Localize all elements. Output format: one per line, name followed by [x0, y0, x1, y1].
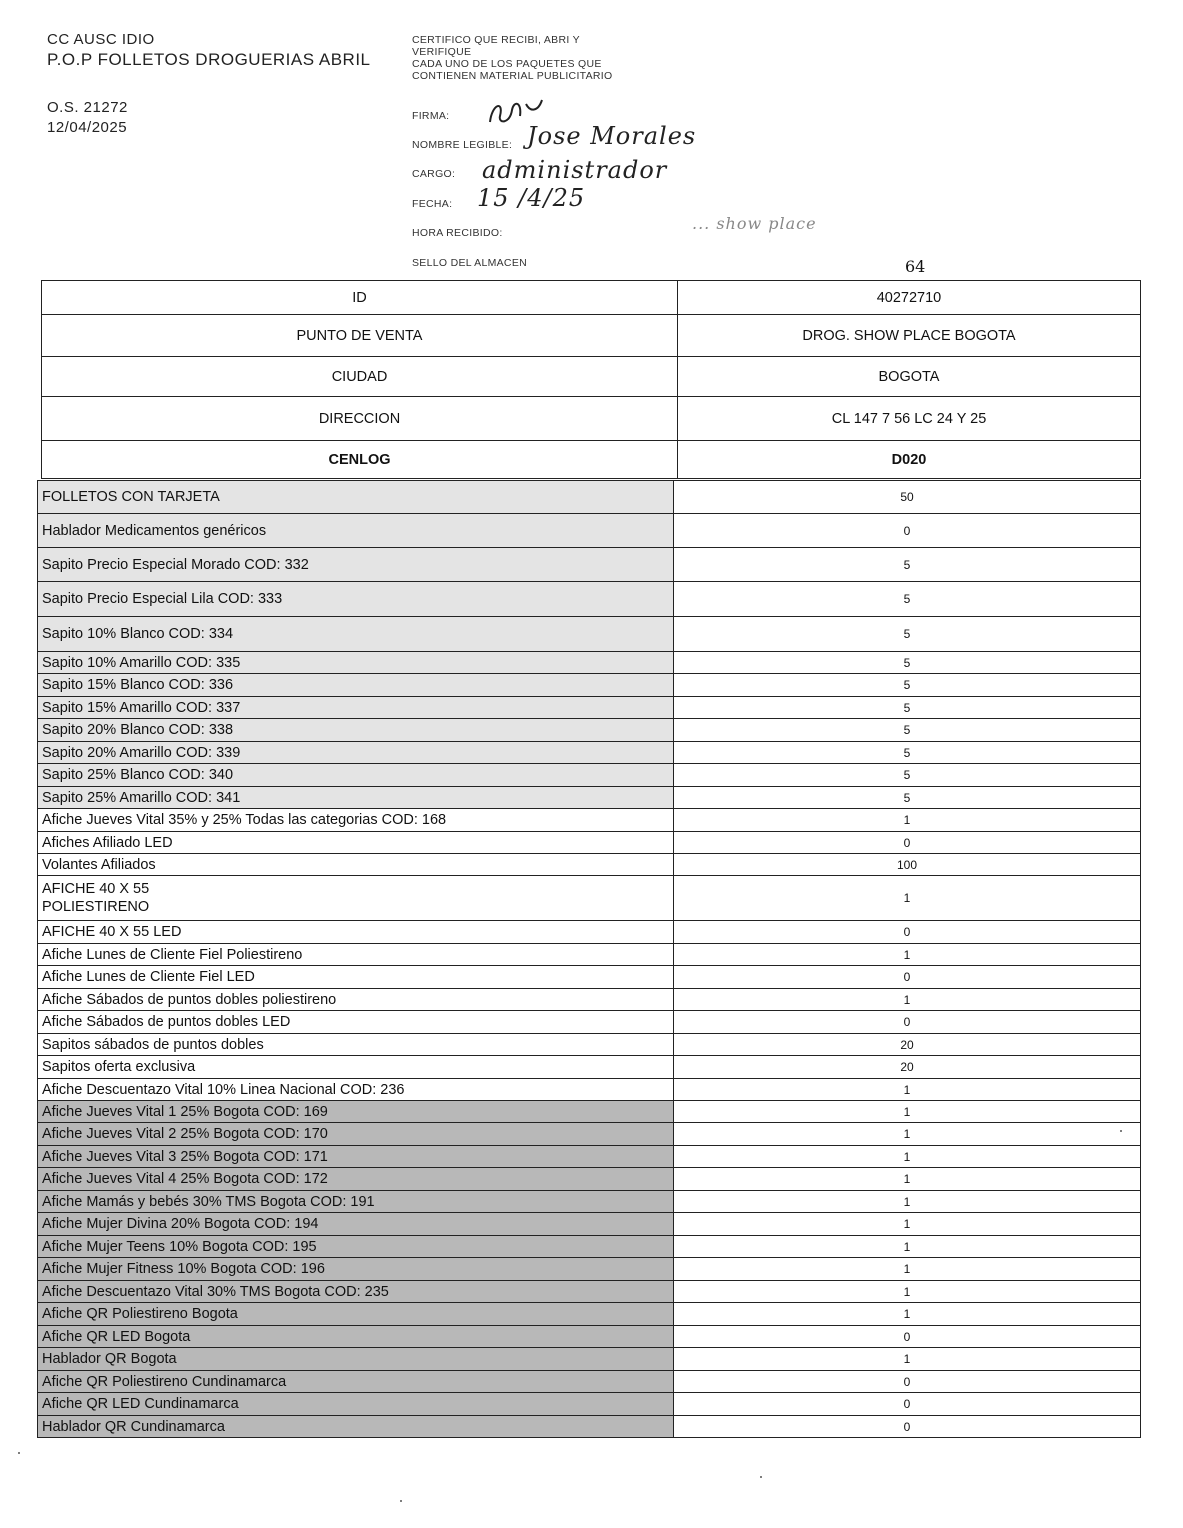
table-row — [38, 1056, 1141, 1079]
item-name: Afiche Jueves Vital 2 25% Bogota COD: 170 — [38, 1123, 674, 1146]
table-row — [38, 1348, 1141, 1371]
table-row — [38, 989, 1141, 1011]
item-name: Afiche QR Poliestireno Bogota — [38, 1303, 674, 1326]
item-quantity: 1 — [674, 876, 1141, 921]
item-name: Sapito 25% Blanco COD: 340 — [38, 764, 674, 787]
table-row — [38, 832, 1141, 854]
receipt-certificate — [412, 34, 817, 269]
item-quantity: 1 — [674, 1146, 1141, 1168]
nombre-label: NOMBRE LEGIBLE: — [412, 139, 513, 151]
item-name: Afiche Lunes de Cliente Fiel Poliestireno — [38, 944, 674, 966]
item-name: Sapito 15% Blanco COD: 336 — [38, 674, 674, 697]
document-date: 12/04/2025 — [47, 119, 128, 136]
table-row — [38, 1416, 1141, 1438]
info-label: DIRECCION — [42, 397, 678, 441]
header-title: P.O.P FOLLETOS DROGUERIAS ABRIL — [47, 50, 371, 69]
form-number: 64 — [905, 257, 926, 276]
item-name: Sapito 20% Blanco COD: 338 — [38, 719, 674, 742]
item-name: Sapito Precio Especial Morado COD: 332 — [38, 548, 674, 582]
item-name: Afiche Jueves Vital 4 25% Bogota COD: 172 — [38, 1168, 674, 1191]
item-name: Sapito Precio Especial Lila COD: 333 — [38, 582, 674, 617]
item-quantity: 100 — [674, 854, 1141, 876]
item-quantity: 1 — [674, 944, 1141, 966]
table-row — [38, 1123, 1141, 1146]
item-quantity: 0 — [674, 1371, 1141, 1393]
item-name: Afiche Lunes de Cliente Fiel LED — [38, 966, 674, 989]
item-name: Sapitos sábados de puntos dobles — [38, 1034, 674, 1056]
table-row — [38, 1281, 1141, 1303]
item-quantity: 1 — [674, 1303, 1141, 1326]
item-name: Sapitos oferta exclusiva — [38, 1056, 674, 1079]
item-quantity: 1 — [674, 1123, 1141, 1146]
item-quantity: 1 — [674, 1258, 1141, 1281]
table-row — [38, 854, 1141, 876]
item-quantity: 0 — [674, 514, 1141, 548]
item-name: Afiche QR LED Bogota — [38, 1326, 674, 1348]
item-name: Afiche Descuentazo Vital 10% Linea Nacional COD: 236 — [38, 1079, 674, 1101]
table-row — [38, 1101, 1141, 1123]
item-name: Sapito 10% Amarillo COD: 335 — [38, 652, 674, 674]
table-row — [38, 742, 1141, 764]
table-row — [38, 966, 1141, 989]
table-row — [38, 944, 1141, 966]
item-name: Afiche Jueves Vital 3 25% Bogota COD: 171 — [38, 1146, 674, 1168]
table-row — [38, 719, 1141, 742]
table-row — [38, 582, 1141, 617]
document-header — [47, 30, 371, 138]
item-quantity: 1 — [674, 989, 1141, 1011]
item-name: Afiche Mamás y bebés 30% TMS Bogota COD: 191 — [38, 1191, 674, 1213]
info-label: PUNTO DE VENTA — [42, 315, 678, 357]
item-quantity: 5 — [674, 764, 1141, 787]
info-value: D020 — [678, 441, 1141, 479]
item-name: Afiche Sábados de puntos dobles LED — [38, 1011, 674, 1034]
item-quantity: 1 — [674, 1236, 1141, 1258]
item-quantity: 20 — [674, 1056, 1141, 1079]
item-name: Afiche Mujer Divina 20% Bogota COD: 194 — [38, 1213, 674, 1236]
info-row — [42, 397, 1141, 441]
item-name: Hablador Medicamentos genéricos — [38, 514, 674, 548]
info-value: DROG. SHOW PLACE BOGOTA — [678, 315, 1141, 357]
item-quantity: 1 — [674, 1213, 1141, 1236]
info-value: BOGOTA — [678, 357, 1141, 397]
item-name: FOLLETOS CON TARJETA — [38, 481, 674, 514]
item-quantity: 0 — [674, 1326, 1141, 1348]
handwritten-name: Jose Morales — [527, 122, 697, 150]
item-name: Sapito 15% Amarillo COD: 337 — [38, 697, 674, 719]
table-row — [38, 514, 1141, 548]
item-name: Sapito 25% Amarillo COD: 341 — [38, 787, 674, 809]
table-row — [38, 674, 1141, 697]
item-quantity: 5 — [674, 582, 1141, 617]
item-quantity: 0 — [674, 1416, 1141, 1438]
item-name: Hablador QR Bogota — [38, 1348, 674, 1371]
scan-speck — [760, 1476, 762, 1478]
table-row — [38, 921, 1141, 944]
item-quantity: 5 — [674, 674, 1141, 697]
scan-speck — [18, 1452, 20, 1454]
item-name: Sapito 20% Amarillo COD: 339 — [38, 742, 674, 764]
item-name: Afiche Descuentazo Vital 30% TMS Bogota COD: 235 — [38, 1281, 674, 1303]
item-quantity: 5 — [674, 742, 1141, 764]
fecha-label: FECHA: — [412, 198, 453, 210]
item-name: Afiche QR LED Cundinamarca — [38, 1393, 674, 1416]
item-quantity: 1 — [674, 1281, 1141, 1303]
item-quantity: 0 — [674, 921, 1141, 944]
item-name: AFICHE 40 X 55 POLIESTIRENO — [38, 876, 674, 921]
info-label: ID — [42, 281, 678, 315]
item-quantity: 5 — [674, 548, 1141, 582]
item-quantity: 1 — [674, 1168, 1141, 1191]
item-name: Sapito 10% Blanco COD: 334 — [38, 617, 674, 652]
certificate-text: CERTIFICO QUE RECIBI, ABRI Y VERIFIQUE CADA UNO DE LOS PAQUETES QUE CONTIENEN MATERIAL PUBLICITARIO — [412, 34, 613, 82]
item-name: AFICHE 40 X 55 LED — [38, 921, 674, 944]
item-quantity: 1 — [674, 1101, 1141, 1123]
table-row — [38, 1146, 1141, 1168]
table-row — [38, 1326, 1141, 1348]
item-quantity: 1 — [674, 1079, 1141, 1101]
table-row — [38, 1011, 1141, 1034]
table-row — [38, 1191, 1141, 1213]
item-quantity: 50 — [674, 481, 1141, 514]
item-name: Afiche Jueves Vital 1 25% Bogota COD: 169 — [38, 1101, 674, 1123]
info-row — [42, 441, 1141, 479]
item-quantity: 5 — [674, 697, 1141, 719]
table-row — [38, 787, 1141, 809]
item-name: Volantes Afiliados — [38, 854, 674, 876]
table-row — [38, 1079, 1141, 1101]
scan-speck — [400, 1500, 402, 1502]
table-row — [38, 809, 1141, 832]
item-quantity: 0 — [674, 966, 1141, 989]
info-label: CENLOG — [42, 441, 678, 479]
table-row — [38, 1213, 1141, 1236]
table-row — [38, 1034, 1141, 1056]
table-row — [38, 481, 1141, 514]
info-row — [42, 281, 1141, 315]
item-name: Afiches Afiliado LED — [38, 832, 674, 854]
handwritten-cargo: administrador — [482, 156, 668, 184]
table-row — [38, 1303, 1141, 1326]
item-quantity: 5 — [674, 787, 1141, 809]
item-quantity: 0 — [674, 832, 1141, 854]
item-quantity: 0 — [674, 1393, 1141, 1416]
item-name: Hablador QR Cundinamarca — [38, 1416, 674, 1438]
header-line-1: CC AUSC IDIO — [47, 31, 155, 48]
materials-table — [37, 480, 1141, 1438]
scan-speck — [1120, 1130, 1122, 1132]
cargo-label: CARGO: — [412, 168, 456, 180]
table-row — [38, 617, 1141, 652]
item-name: Afiche Mujer Teens 10% Bogota COD: 195 — [38, 1236, 674, 1258]
item-quantity: 5 — [674, 652, 1141, 674]
stamp-text: ... show place — [692, 214, 817, 233]
firma-label: FIRMA: — [412, 110, 450, 122]
table-row — [38, 1258, 1141, 1281]
item-quantity: 1 — [674, 1348, 1141, 1371]
item-name: Afiche Jueves Vital 35% y 25% Todas las categorias COD: 168 — [38, 809, 674, 832]
item-quantity: 0 — [674, 1011, 1141, 1034]
item-name: Afiche Sábados de puntos dobles poliestireno — [38, 989, 674, 1011]
hora-label: HORA RECIBIDO: — [412, 227, 503, 239]
sello-label: SELLO DEL ALMACEN — [412, 257, 528, 269]
table-row — [38, 1168, 1141, 1191]
info-label: CIUDAD — [42, 357, 678, 397]
info-row — [42, 357, 1141, 397]
info-row — [42, 315, 1141, 357]
table-row — [38, 548, 1141, 582]
item-quantity: 1 — [674, 809, 1141, 832]
store-info-table — [41, 280, 1141, 479]
item-quantity: 5 — [674, 617, 1141, 652]
table-row — [38, 697, 1141, 719]
table-row — [38, 652, 1141, 674]
info-value: 40272710 — [678, 281, 1141, 315]
table-row — [38, 1393, 1141, 1416]
item-name: Afiche Mujer Fitness 10% Bogota COD: 196 — [38, 1258, 674, 1281]
info-value: CL 147 7 56 LC 24 Y 25 — [678, 397, 1141, 441]
item-quantity: 1 — [674, 1191, 1141, 1213]
item-name: Afiche QR Poliestireno Cundinamarca — [38, 1371, 674, 1393]
item-quantity: 5 — [674, 719, 1141, 742]
table-row — [38, 1371, 1141, 1393]
order-number: O.S. 21272 — [47, 99, 128, 116]
handwritten-fecha: 15 /4/25 — [477, 184, 586, 212]
table-row — [38, 764, 1141, 787]
table-row — [38, 1236, 1141, 1258]
table-row — [38, 876, 1141, 921]
item-quantity: 20 — [674, 1034, 1141, 1056]
